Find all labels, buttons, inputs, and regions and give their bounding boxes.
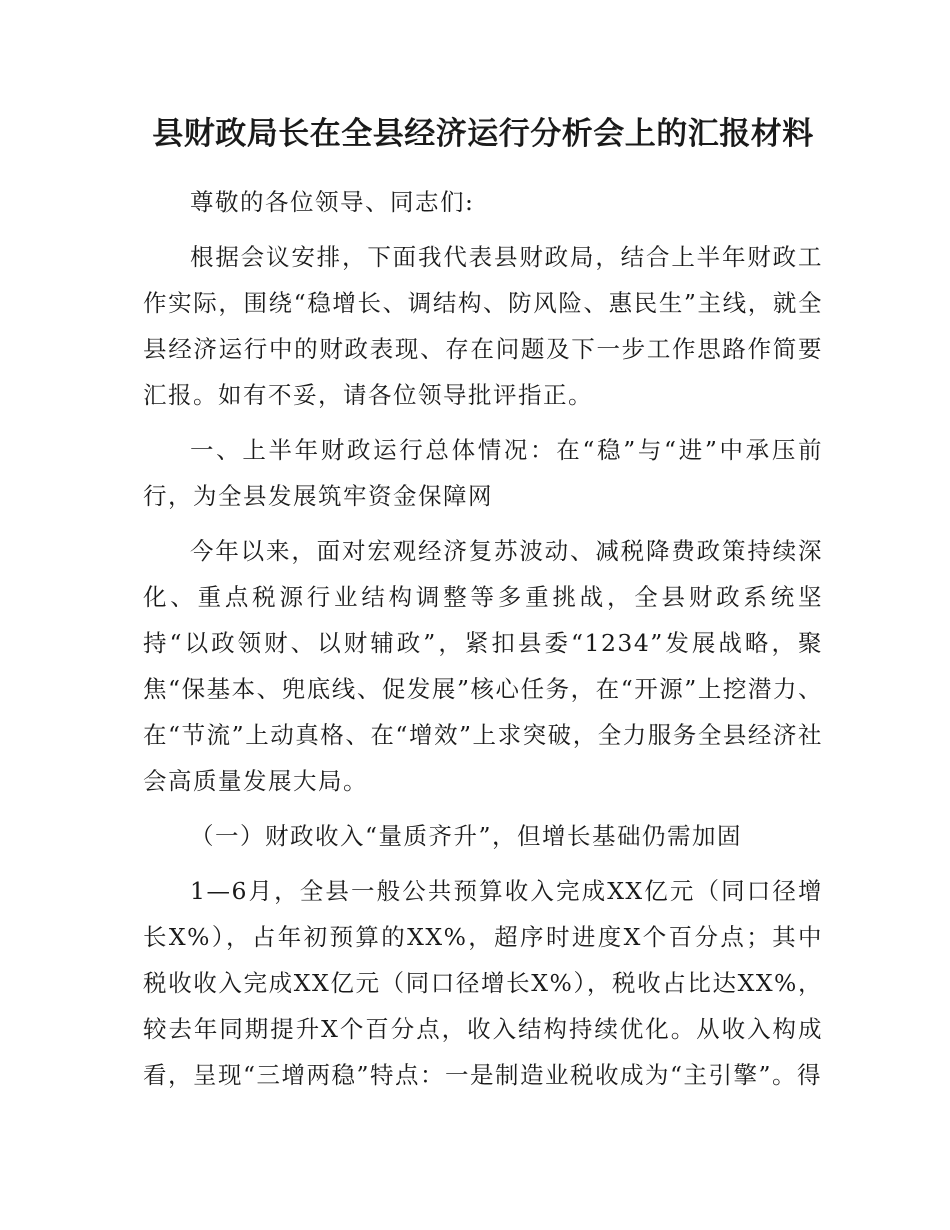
subsection-1-paragraph: 1—6月，全县一般公共预算收入完成XX亿元（同口径增长X%），占年初预算的XX%，超序时进度X个百分点；其中税收收入完成XX亿元（同口径增长X%），税收占比达XX%，较去年同期提升X个百分点，收入结构持续优化。从收入构成看，呈现“三增两稳”特点：一是制造业税收成为“主引擎”。得: [143, 877, 823, 1089]
document-page: [143, 112, 823, 1107]
section-heading-1: 一、上半年财政运行总体情况：在“稳”与“进”中承压前行，为全县发展筑牢资金保障网: [143, 436, 823, 510]
document-title: 县财政局长在全县经济运行分析会上的汇报材料: [152, 116, 814, 152]
subsection-heading-1: （一）财政收入“量质齐升”，但增长基础仍需加固: [190, 822, 743, 850]
intro-paragraph: 根据会议安排，下面我代表县财政局，结合上半年财政工作实际，围绕“稳增长、调结构、防风险、惠民生”主线，就全县经济运行中的财政表现、存在问题及下一步工作思路作简要汇报。如有不妥，请各位领导批评指正。: [143, 243, 823, 409]
section-1-paragraph: 今年以来，面对宏观经济复苏波动、减税降费政策持续深化、重点税源行业结构调整等多重挑战，全县财政系统坚持“以政领财、以财辅政”，紧扣县委“1234”发展战略，聚焦“保基本、兜底线、促发展”核心任务，在“开源”上挖潜力、在“节流”上动真格、在“增效”上求突破，全力服务全县经济社会高质量发展大局。: [143, 537, 823, 795]
salutation: 尊敬的各位领导、同志们:: [190, 188, 475, 216]
